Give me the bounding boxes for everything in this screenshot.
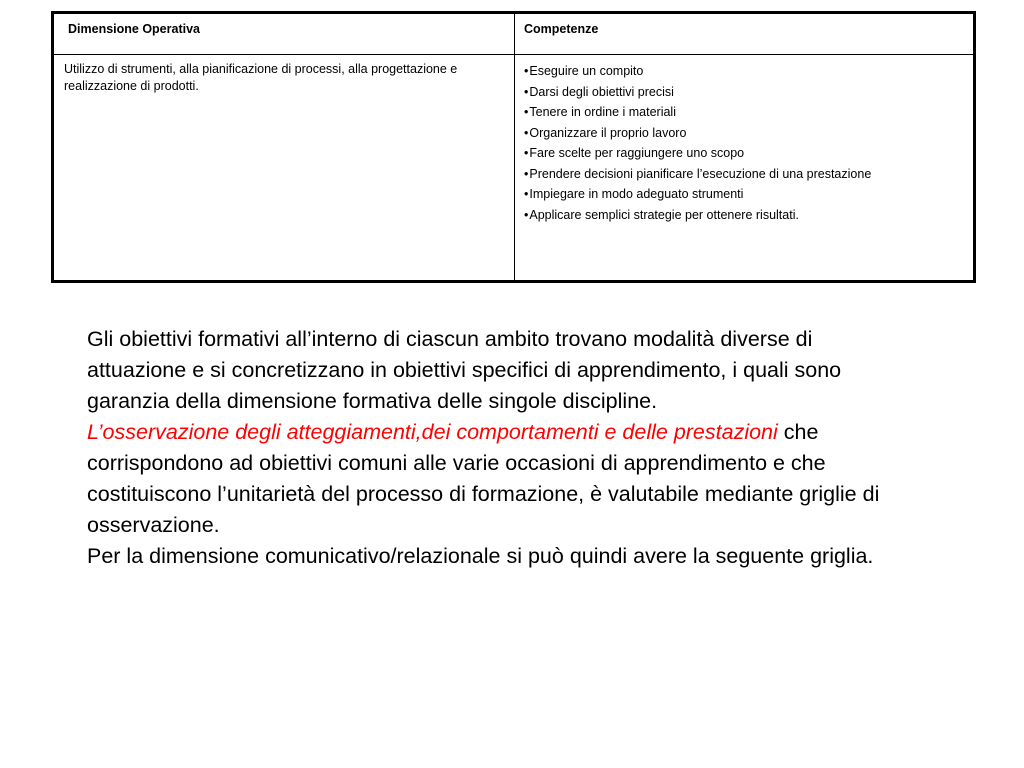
bullet-glyph: • (524, 105, 529, 119)
paragraph-observation (87, 417, 917, 541)
table-header-row (54, 14, 973, 55)
competence-item (524, 82, 965, 103)
competences-cell (515, 55, 973, 280)
bullet-glyph: • (524, 187, 529, 201)
competence-text: Fare scelte per raggiungere uno scopo (529, 146, 745, 160)
competence-item (524, 205, 965, 226)
paragraph-grid-intro: Per la dimensione comunicativo/relazionale si può quindi avere la seguente griglia. (87, 544, 874, 568)
bullet-glyph: • (524, 146, 529, 160)
paragraph-objectives: Gli obiettivi formativi all’interno di ciascun ambito trovano modalità diverse di attuazione e si concretizzano in obiettivi specifici di apprendimento, i quali sono garanzia della dimensione formativa delle singole discipline. (87, 327, 842, 413)
competence-text: Prendere decisioni pianificare l’esecuzione di una prestazione (529, 166, 872, 181)
bullet-glyph: • (524, 166, 529, 181)
competence-text: Darsi degli obiettivi precisi (529, 84, 674, 99)
competence-text: Impiegare in modo adeguato strumenti (529, 187, 744, 201)
dimension-description: Utilizzo di strumenti, alla pianificazione di processi, alla progettazione e realizzazione di prodotti. (54, 55, 515, 280)
competence-item (524, 102, 965, 123)
bullet-glyph: • (524, 125, 529, 140)
emphasized-phrase: L’osservazione degli atteggiamenti,dei comportamenti e delle prestazioni (87, 420, 778, 444)
competence-text: Organizzare il proprio lavoro (529, 125, 687, 140)
paragraph-observation-rest: che corrispondono ad obiettivi comuni alle varie occasioni di apprendimento e che costituiscono l’unitarietà del processo di formazione, è valutabile mediante griglie di osservazione. (87, 420, 880, 537)
competence-text: Tenere in ordine i materiali (529, 105, 676, 119)
body-text (87, 324, 917, 572)
bullet-glyph: • (524, 207, 529, 222)
header-dimensione-operativa: Dimensione Operativa (54, 14, 515, 54)
competence-item (524, 143, 965, 164)
bullet-glyph: • (524, 84, 529, 99)
competence-table (51, 11, 976, 283)
competence-item (524, 61, 965, 82)
bullet-glyph: • (524, 64, 529, 78)
header-competenze: Competenze (524, 22, 599, 36)
competence-item (524, 123, 965, 144)
competence-text: Applicare semplici strategie per ottenere risultati. (529, 207, 799, 222)
competence-item (524, 164, 965, 185)
competences-list (524, 61, 965, 225)
competence-item (524, 184, 965, 205)
competence-text: Eseguire un compito (529, 64, 644, 78)
table-body-row (54, 55, 973, 280)
